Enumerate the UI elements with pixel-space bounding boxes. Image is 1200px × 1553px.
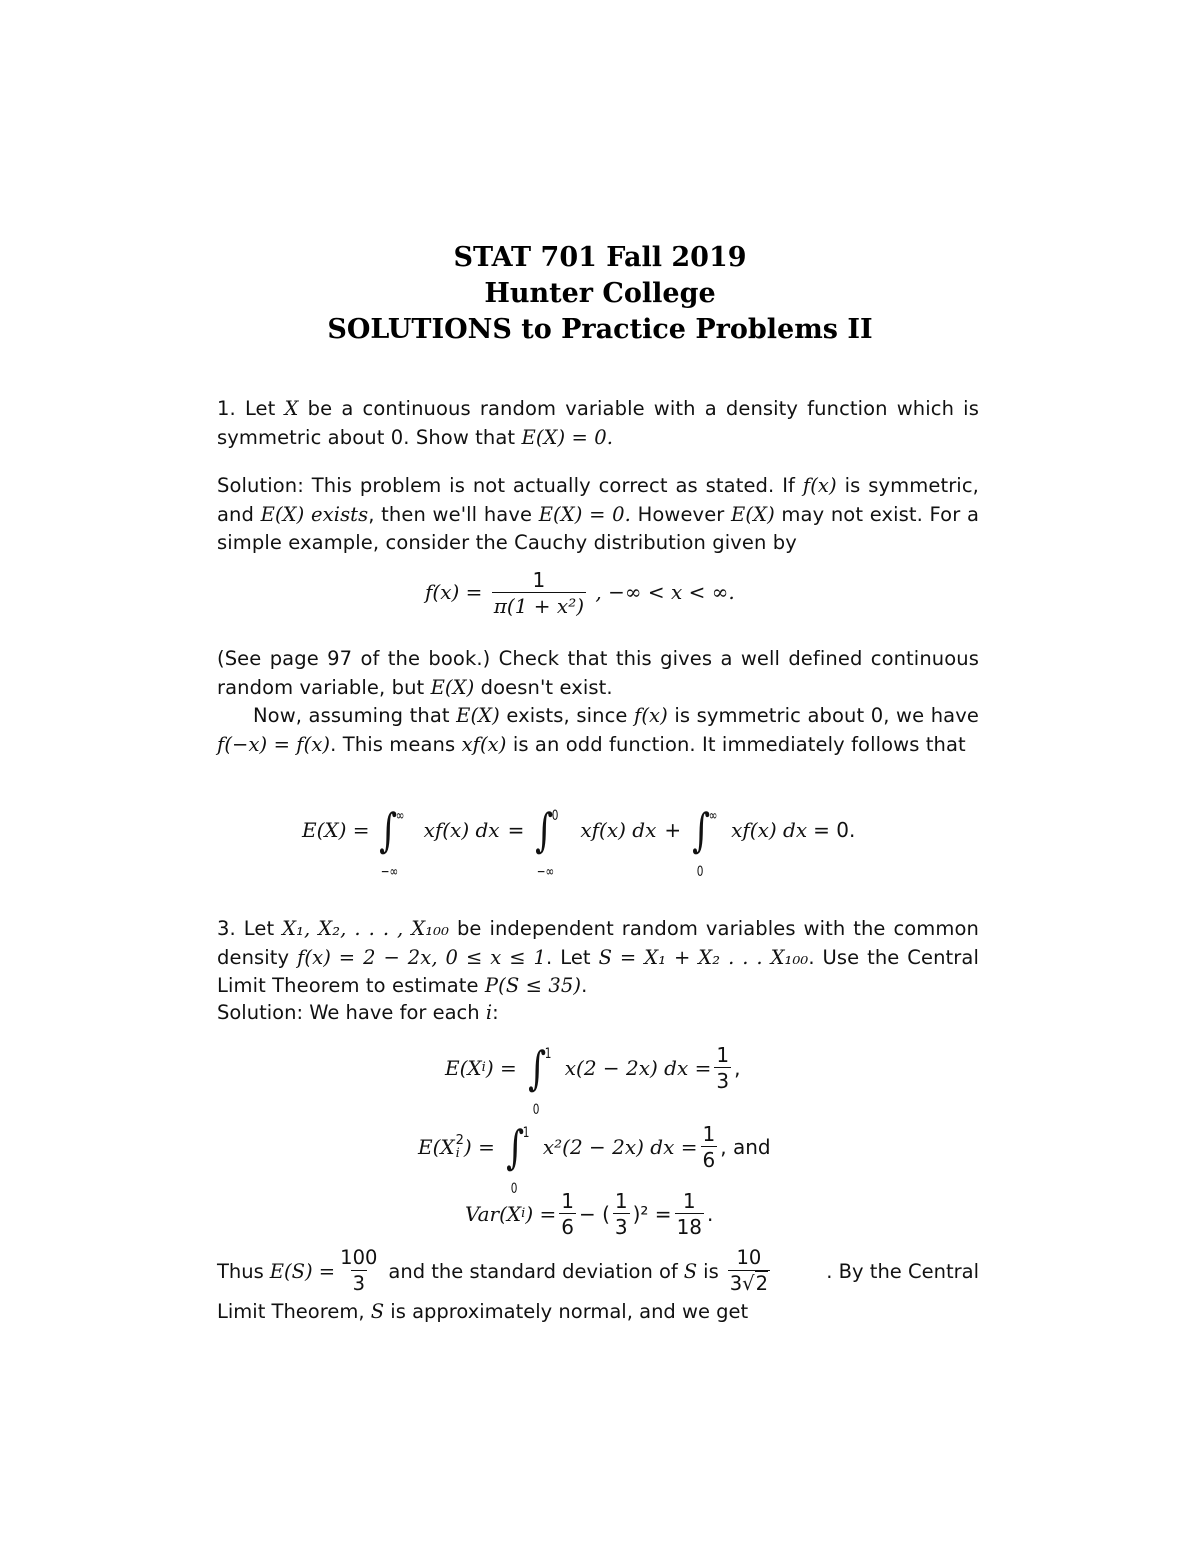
clt-conclusion: Limit Theorem, S is approximately normal, and we get <box>217 1300 749 1323</box>
problem-3-statement: 3. Let X₁, X₂, . . . , X₁₀₀ be independent random variables with the common density f(x) = 2 − 2x, 0 ≤ x ≤ 1. Let S = X₁ + X₂ . . . X₁₀₀. Use the Central Limit Theorem to estimate P(S ≤ 35). <box>217 917 979 997</box>
cauchy-equation: f(x) = $\frac{1}{\text{π(1 + x²)}}$ , −∞ < x < ∞. <box>425 568 735 618</box>
second-moment-equation: E(X 2 i ) = ∫ 1 0 x²(2 − 2x) dx = $\frac{1}{6}$ , and <box>418 1120 771 1197</box>
see-page-paragraph: (See page 97 of the book.) Check that this gives a well defined continuous random variable, but E(X) doesn't exist. <box>217 647 979 699</box>
problem-1-statement: 1. Let X be a continuous random variable with a density function which is symmetric about 0. Show that E(X) = 0. <box>217 397 979 449</box>
integral-equation: E(X) = ∫ ∞ −∞ xf(x) dx = ∫ 0 −∞ xf(x) dx + ∫ ∞ 0 xf(x) dx = 0. <box>302 803 856 880</box>
problem-3-solution-intro: Solution: We have for each i: <box>217 1001 499 1024</box>
expectation-equation: E(X i ) = ∫ 1 0 x(2 − 2x) dx = $\frac{1}{3}$ , <box>445 1041 741 1118</box>
variance-equation: Var(X i ) = $\frac{1}{6}$ − ( $\frac{1}{3}$ )² = $\frac{1}{18}$ . <box>465 1188 714 1239</box>
cauchy-fraction: $\frac{1}{\text{π(1 + x²)}}$ <box>493 568 585 618</box>
title-block <box>0 240 1200 348</box>
integral-sign: ∫ 0 −∞ <box>535 803 559 880</box>
integral-sign: ∫ 1 0 <box>527 1041 552 1118</box>
integral-sign: ∫ 1 0 <box>506 1120 530 1197</box>
now-assuming-paragraph: Now, assuming that E(X) exists, since f(x) is symmetric about 0, we have f(−x) = f(x). This means xf(x) is an odd function. It immediately follows that <box>217 704 979 756</box>
problem-1-solution: Solution: This problem is not actually correct as stated. If f(x) is symmetric, and E(X) exists, then we'll have E(X) = 0. However E(X) may not exist. For a simple example, consider the Cauchy distribution given by <box>217 474 979 554</box>
integral-sign: ∫ ∞ −∞ <box>378 803 405 880</box>
integral-sign: ∫ ∞ 0 <box>692 803 718 880</box>
thus-line: Thus E(S) = $\frac{100}{3}$ and the standard deviation of S is $\frac{10}{3√2}$ . By the Central <box>217 1245 979 1295</box>
document-subtitle: SOLUTIONS to Practice Problems II <box>327 314 873 345</box>
course-title: STAT 701 Fall 2019 <box>453 242 747 273</box>
college-name: Hunter College <box>484 278 716 309</box>
